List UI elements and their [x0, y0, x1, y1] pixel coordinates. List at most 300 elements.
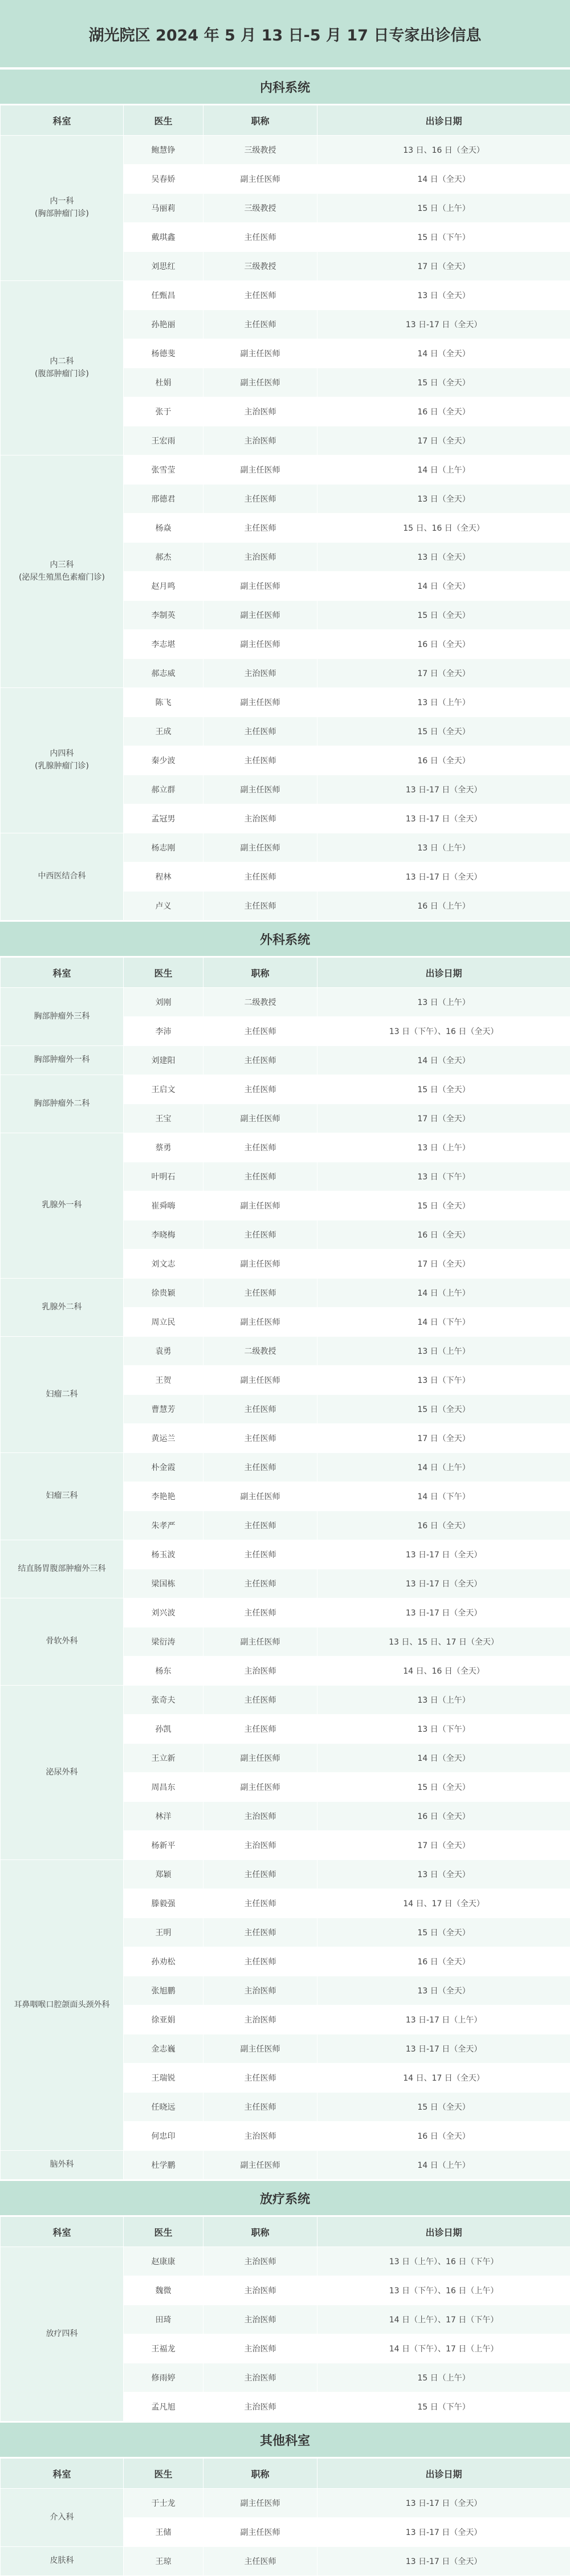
visit-date: 14 日（下午） [317, 1308, 570, 1337]
doctor-name: 王宝 [124, 1104, 203, 1133]
doctor-name: 孙艳丽 [124, 310, 203, 339]
doctor-title: 主治医师 [203, 2305, 317, 2334]
doctor-name: 郝立群 [124, 775, 203, 804]
doctor-name: 张旭鹏 [124, 1976, 203, 2005]
visit-date: 14 日、17 日（全天） [317, 2064, 570, 2093]
doctor-title: 主任医师 [203, 1715, 317, 1744]
doctor-title: 主任医师 [203, 1453, 317, 1482]
table-row [1, 2247, 570, 2276]
doctor-name: 周昌东 [124, 1773, 203, 1802]
visit-date: 14 日（上午） [317, 2151, 570, 2180]
header-doctor: 医生 [124, 958, 203, 988]
doctor-title: 副主任医师 [203, 601, 317, 630]
doctor-name: 刘兴波 [124, 1598, 203, 1627]
table-row [1, 1453, 570, 1482]
header-dept: 科室 [1, 958, 124, 988]
table-row [1, 1133, 570, 1162]
doctor-name: 朱孝严 [124, 1511, 203, 1540]
visit-date: 14 日（上午） [317, 1279, 570, 1308]
visit-date: 16 日（全天） [317, 397, 570, 426]
doctor-title: 主治医师 [203, 2334, 317, 2363]
doctor-title: 副主任医师 [203, 775, 317, 804]
table-row [1, 1598, 570, 1627]
sections-container [0, 68, 570, 2576]
doctor-title: 三级教授 [203, 252, 317, 281]
visit-date: 15 日（全天） [317, 601, 570, 630]
visit-date: 13 日-17 日（全天） [317, 775, 570, 804]
visit-date: 13 日-17 日（全天） [317, 804, 570, 833]
doctor-title: 主治医师 [203, 2247, 317, 2276]
doctor-title: 主治医师 [203, 2363, 317, 2392]
doctor-name: 赵月鸣 [124, 572, 203, 601]
visit-date: 17 日（全天） [317, 1104, 570, 1133]
doctor-title: 副主任医师 [203, 2489, 317, 2518]
department-cell [1, 2151, 124, 2180]
doctor-name: 孙凯 [124, 1715, 203, 1744]
visit-date: 13 日（下午） [317, 1366, 570, 1395]
header-doctor: 医生 [124, 2217, 203, 2247]
doctor-title: 副主任医师 [203, 630, 317, 659]
department-name: 胸部肿瘤外二科 [2, 1098, 122, 1110]
visit-date: 13 日（下午）、16 日（全天） [317, 1017, 570, 1046]
visit-date: 13 日-17 日（全天） [317, 1569, 570, 1598]
doctor-name: 杨东 [124, 1657, 203, 1686]
doctor-title: 副主任医师 [203, 339, 317, 368]
visit-date: 14 日（全天） [317, 165, 570, 194]
doctor-name: 王瑞锐 [124, 2064, 203, 2093]
department-name: 耳鼻咽喉口腔颌面头颈外科 [2, 1999, 122, 2012]
doctor-name: 田琦 [124, 2305, 203, 2334]
page-title: 湖光院区 2024 年 5 月 13 日-5 月 17 日专家出诊信息 [0, 0, 570, 68]
doctor-title: 二级教授 [203, 988, 317, 1017]
doctor-title: 主治医师 [203, 2122, 317, 2151]
department-cell [1, 1453, 124, 1540]
doctor-title: 主任医师 [203, 1889, 317, 1918]
table-header-row [1, 2459, 570, 2489]
visit-date: 13 日-17 日（全天） [317, 2034, 570, 2064]
visit-date: 16 日（全天） [317, 630, 570, 659]
visit-date: 14 日（上午） [317, 455, 570, 485]
visit-date: 17 日（全天） [317, 252, 570, 281]
doctor-name: 程林 [124, 862, 203, 892]
visit-date: 13 日（全天） [317, 281, 570, 310]
visit-date: 15 日（下午） [317, 223, 570, 252]
header-title: 职称 [203, 958, 317, 988]
doctor-title: 主任医师 [203, 281, 317, 310]
doctor-title: 主治医师 [203, 2276, 317, 2305]
doctor-title: 主任医师 [203, 1133, 317, 1162]
doctor-title: 主任医师 [203, 1511, 317, 1540]
doctor-title: 二级教授 [203, 1337, 317, 1366]
doctor-title: 副主任医师 [203, 165, 317, 194]
table-row [1, 136, 570, 165]
department-name: 胸部肿瘤外一科 [2, 1054, 122, 1067]
department-cell [1, 2547, 124, 2576]
department-name: 骨软外科 [2, 1635, 122, 1648]
schedule-table [0, 105, 570, 921]
visit-date: 13 日（全天） [317, 1976, 570, 2005]
visit-date: 16 日（全天） [317, 1947, 570, 1976]
visit-date: 13 日（上午） [317, 1337, 570, 1366]
doctor-name: 徐亚娟 [124, 2005, 203, 2034]
department-name: 内四科 [2, 748, 122, 760]
visit-date: 13 日、15 日、17 日（全天） [317, 1627, 570, 1657]
doctor-name: 孟凡旭 [124, 2392, 203, 2422]
doctor-name: 李沛 [124, 1017, 203, 1046]
section-title: 其他科室 [0, 2422, 570, 2458]
department-cell [1, 1133, 124, 1279]
doctor-name: 王储 [124, 2518, 203, 2547]
table-header-row [1, 2217, 570, 2247]
visit-date: 14 日（全天） [317, 572, 570, 601]
visit-date: 16 日（全天） [317, 2122, 570, 2151]
doctor-name: 刘文志 [124, 1250, 203, 1279]
doctor-name: 王琼 [124, 2547, 203, 2576]
table-row [1, 2547, 570, 2576]
doctor-title: 副主任医师 [203, 1191, 317, 1220]
department-name: 放疗四科 [2, 2328, 122, 2341]
doctor-name: 刘思红 [124, 252, 203, 281]
visit-date: 13 日（上午） [317, 688, 570, 717]
visit-date: 13 日-17 日（全天） [317, 2518, 570, 2547]
department-name: 介入科 [2, 2512, 122, 2524]
visit-date: 15 日（全天） [317, 1773, 570, 1802]
visit-date: 16 日（全天） [317, 1802, 570, 1831]
visit-date: 13 日（下午） [317, 1162, 570, 1191]
doctor-name: 吴春娇 [124, 165, 203, 194]
visit-date: 17 日（全天） [317, 426, 570, 455]
doctor-name: 张于 [124, 397, 203, 426]
department-name: 皮肤科 [2, 2555, 122, 2567]
department-cell [1, 1075, 124, 1133]
doctor-title: 副主任医师 [203, 2518, 317, 2547]
doctor-title: 主任医师 [203, 1424, 317, 1453]
department-name: 胸部肿瘤外三科 [2, 1011, 122, 1023]
doctor-title: 副主任医师 [203, 688, 317, 717]
doctor-name: 杨德斐 [124, 339, 203, 368]
visit-date: 14 日（上午）、17 日（下午） [317, 2305, 570, 2334]
visit-date: 13 日、16 日（全天） [317, 136, 570, 165]
doctor-title: 主任医师 [203, 746, 317, 775]
doctor-title: 主治医师 [203, 1831, 317, 1860]
table-row [1, 1075, 570, 1104]
doctor-name: 梁国栋 [124, 1569, 203, 1598]
table-header-row [1, 958, 570, 988]
header-title: 职称 [203, 2217, 317, 2247]
doctor-name: 任晓远 [124, 2093, 203, 2122]
doctor-name: 刘刚 [124, 988, 203, 1017]
doctor-name: 杨新平 [124, 1831, 203, 1860]
visit-date: 15 日（下午） [317, 2392, 570, 2422]
doctor-title: 主任医师 [203, 310, 317, 339]
header-doctor: 医生 [124, 2459, 203, 2489]
doctor-title: 主任医师 [203, 1569, 317, 1598]
visit-date: 13 日-17 日（全天） [317, 1598, 570, 1627]
doctor-title: 主任医师 [203, 1598, 317, 1627]
visit-date: 14 日（下午）、17 日（上午） [317, 2334, 570, 2363]
doctor-title: 主任医师 [203, 1046, 317, 1075]
department-cell [1, 1860, 124, 2151]
doctor-name: 李晓梅 [124, 1220, 203, 1250]
doctor-title: 主治医师 [203, 804, 317, 833]
doctor-name: 赵康康 [124, 2247, 203, 2276]
doctor-title: 主治医师 [203, 2392, 317, 2422]
doctor-title: 主任医师 [203, 717, 317, 746]
doctor-title: 主任医师 [203, 514, 317, 543]
doctor-title: 主任医师 [203, 1279, 317, 1308]
table-row [1, 1279, 570, 1308]
department-name: 乳腺外二科 [2, 1301, 122, 1314]
visit-date: 16 日（全天） [317, 1220, 570, 1250]
doctor-title: 三级教授 [203, 136, 317, 165]
visit-date: 16 日（全天） [317, 746, 570, 775]
doctor-title: 主任医师 [203, 2064, 317, 2093]
doctor-name: 王明 [124, 1918, 203, 1947]
doctor-name: 孙劝松 [124, 1947, 203, 1976]
doctor-title: 副主任医师 [203, 1482, 317, 1511]
visit-date: 13 日（全天） [317, 485, 570, 514]
doctor-name: 马丽莉 [124, 194, 203, 223]
doctor-title: 主任医师 [203, 1918, 317, 1947]
doctor-name: 邢德君 [124, 485, 203, 514]
visit-date: 16 日（全天） [317, 1511, 570, 1540]
visit-date: 15 日（全天） [317, 1395, 570, 1424]
section-title: 内科系统 [0, 68, 570, 105]
visit-date: 13 日（上午）、16 日（下午） [317, 2247, 570, 2276]
doctor-title: 主任医师 [203, 892, 317, 921]
doctor-title: 主治医师 [203, 1657, 317, 1686]
department-cell [1, 1686, 124, 1860]
table-row [1, 2489, 570, 2518]
doctor-title: 主治医师 [203, 1976, 317, 2005]
section-title: 外科系统 [0, 921, 570, 957]
visit-date: 15 日（全天） [317, 1918, 570, 1947]
doctor-name: 刘建阳 [124, 1046, 203, 1075]
department-name: 乳腺外一科 [2, 1199, 122, 1212]
doctor-title: 副主任医师 [203, 1744, 317, 1773]
doctor-name: 曹慧芳 [124, 1395, 203, 1424]
doctor-name: 王成 [124, 717, 203, 746]
doctor-name: 王贺 [124, 1366, 203, 1395]
visit-date: 13 日-17 日（全天） [317, 310, 570, 339]
visit-date: 14 日（下午） [317, 1482, 570, 1511]
doctor-title: 副主任医师 [203, 833, 317, 862]
doctor-name: 杜娟 [124, 368, 203, 397]
doctor-name: 黄运兰 [124, 1424, 203, 1453]
department-name: 中西医结合科 [2, 870, 122, 883]
department-cell [1, 1337, 124, 1453]
visit-date: 15 日（全天） [317, 1075, 570, 1104]
department-cell [1, 2247, 124, 2422]
doctor-title: 主治医师 [203, 426, 317, 455]
visit-date: 17 日（全天） [317, 1831, 570, 1860]
doctor-name: 金志巍 [124, 2034, 203, 2064]
doctor-name: 蔡勇 [124, 1133, 203, 1162]
doctor-name: 戴琪鑫 [124, 223, 203, 252]
doctor-name: 徐贵颖 [124, 1279, 203, 1308]
department-cell [1, 833, 124, 921]
doctor-title: 主任医师 [203, 2093, 317, 2122]
header-dept: 科室 [1, 2459, 124, 2489]
doctor-title: 主任医师 [203, 1220, 317, 1250]
visit-date: 13 日（上午） [317, 988, 570, 1017]
department-cell [1, 2489, 124, 2547]
doctor-name: 杨焱 [124, 514, 203, 543]
visit-date: 13 日（上午） [317, 833, 570, 862]
table-row [1, 455, 570, 485]
doctor-name: 卢义 [124, 892, 203, 921]
department-name: 内三科 [2, 559, 122, 572]
doctor-title: 主治医师 [203, 543, 317, 572]
header-doctor: 医生 [124, 105, 203, 136]
visit-date: 13 日-17 日（全天） [317, 2489, 570, 2518]
visit-date: 17 日（全天） [317, 1424, 570, 1453]
department-cell [1, 281, 124, 455]
table-row [1, 1337, 570, 1366]
visit-date: 14 日（全天） [317, 339, 570, 368]
doctor-name: 于士龙 [124, 2489, 203, 2518]
doctor-name: 王宏雨 [124, 426, 203, 455]
doctor-title: 主任医师 [203, 223, 317, 252]
doctor-title: 副主任医师 [203, 455, 317, 485]
doctor-title: 主任医师 [203, 862, 317, 892]
section-title: 放疗系统 [0, 2180, 570, 2216]
doctor-name: 鲍慧铮 [124, 136, 203, 165]
doctor-name: 何忠印 [124, 2122, 203, 2151]
doctor-name: 张雪莹 [124, 455, 203, 485]
table-header-row [1, 105, 570, 136]
table-row [1, 688, 570, 717]
table-row [1, 1686, 570, 1715]
table-row [1, 1540, 570, 1569]
doctor-title: 副主任医师 [203, 2151, 317, 2180]
department-cell [1, 688, 124, 833]
visit-date: 17 日（全天） [317, 659, 570, 688]
header-dept: 科室 [1, 2217, 124, 2247]
department-name: 泌尿外科 [2, 1767, 122, 1779]
doctor-title: 主任医师 [203, 2547, 317, 2576]
doctor-name: 崔舜嗨 [124, 1191, 203, 1220]
doctor-name: 李志堪 [124, 630, 203, 659]
department-name: (胸部肿瘤门诊) [2, 208, 122, 221]
department-name: 内一科 [2, 196, 122, 208]
doctor-title: 主任医师 [203, 1686, 317, 1715]
visit-date: 15 日、16 日（全天） [317, 514, 570, 543]
doctor-title: 副主任医师 [203, 368, 317, 397]
department-name: (泌尿生殖黑色素瘤门诊) [2, 572, 122, 584]
doctor-name: 杨玉波 [124, 1540, 203, 1569]
department-cell [1, 136, 124, 281]
visit-date: 13 日-17 日（全天） [317, 862, 570, 892]
table-row [1, 988, 570, 1017]
doctor-name: 郝志威 [124, 659, 203, 688]
visit-date: 14 日、16 日（全天） [317, 1657, 570, 1686]
doctor-title: 副主任医师 [203, 1627, 317, 1657]
table-row [1, 1046, 570, 1075]
doctor-name: 周立民 [124, 1308, 203, 1337]
doctor-title: 副主任医师 [203, 1104, 317, 1133]
visit-date: 13 日（全天） [317, 1860, 570, 1889]
doctor-title: 三级教授 [203, 194, 317, 223]
doctor-name: 叶明石 [124, 1162, 203, 1191]
doctor-title: 主任医师 [203, 1395, 317, 1424]
doctor-name: 梁衍涛 [124, 1627, 203, 1657]
visit-date: 15 日（全天） [317, 717, 570, 746]
department-cell [1, 1279, 124, 1337]
department-name: 脑外科 [2, 2159, 122, 2171]
department-cell [1, 1540, 124, 1598]
visit-date: 13 日（全天） [317, 543, 570, 572]
header-date: 出诊日期 [317, 2217, 570, 2247]
visit-date: 14 日（全天） [317, 1744, 570, 1773]
doctor-name: 袁勇 [124, 1337, 203, 1366]
doctor-title: 主治医师 [203, 1802, 317, 1831]
doctor-title: 主任医师 [203, 1947, 317, 1976]
doctor-title: 副主任医师 [203, 2034, 317, 2064]
doctor-name: 王启文 [124, 1075, 203, 1104]
visit-date: 15 日（全天） [317, 2093, 570, 2122]
doctor-title: 主任医师 [203, 1075, 317, 1104]
visit-date: 14 日（全天） [317, 1046, 570, 1075]
schedule-table [0, 2458, 570, 2576]
visit-date: 13 日（下午）、16 日（上午） [317, 2276, 570, 2305]
visit-date: 15 日（全天） [317, 1191, 570, 1220]
table-row [1, 2151, 570, 2180]
visit-date: 13 日-17 日（全天） [317, 1540, 570, 1569]
doctor-name: 李制英 [124, 601, 203, 630]
header-date: 出诊日期 [317, 2459, 570, 2489]
header-title: 职称 [203, 105, 317, 136]
doctor-name: 陈飞 [124, 688, 203, 717]
visit-date: 16 日（上午） [317, 892, 570, 921]
department-cell [1, 455, 124, 688]
visit-date: 13 日-17 日（上午） [317, 2005, 570, 2034]
header-date: 出诊日期 [317, 105, 570, 136]
doctor-name: 王立新 [124, 1744, 203, 1773]
table-row [1, 1860, 570, 1889]
doctor-name: 王福龙 [124, 2334, 203, 2363]
table-row [1, 833, 570, 862]
visit-date: 13 日（上午） [317, 1133, 570, 1162]
visit-date: 15 日（上午） [317, 194, 570, 223]
doctor-title: 副主任医师 [203, 1366, 317, 1395]
department-cell [1, 988, 124, 1046]
department-name: 妇瘤二科 [2, 1389, 122, 1401]
department-name: 内二科 [2, 356, 122, 368]
header-date: 出诊日期 [317, 958, 570, 988]
visit-date: 14 日（上午） [317, 1453, 570, 1482]
doctor-title: 副主任医师 [203, 1308, 317, 1337]
schedule-table [0, 2216, 570, 2422]
doctor-name: 秦少波 [124, 746, 203, 775]
doctor-name: 孟冠男 [124, 804, 203, 833]
department-cell [1, 1046, 124, 1075]
doctor-title: 主治医师 [203, 659, 317, 688]
doctor-name: 郝杰 [124, 543, 203, 572]
doctor-name: 郑颖 [124, 1860, 203, 1889]
doctor-name: 任甄昌 [124, 281, 203, 310]
doctor-name: 李艳艳 [124, 1482, 203, 1511]
table-row [1, 281, 570, 310]
doctor-title: 副主任医师 [203, 1773, 317, 1802]
doctor-name: 魏微 [124, 2276, 203, 2305]
department-cell [1, 1598, 124, 1686]
doctor-title: 主治医师 [203, 2005, 317, 2034]
doctor-name: 林洋 [124, 1802, 203, 1831]
visit-date: 15 日（上午） [317, 2363, 570, 2392]
doctor-title: 主任医师 [203, 1162, 317, 1191]
department-name: (腹部肿瘤门诊) [2, 368, 122, 381]
